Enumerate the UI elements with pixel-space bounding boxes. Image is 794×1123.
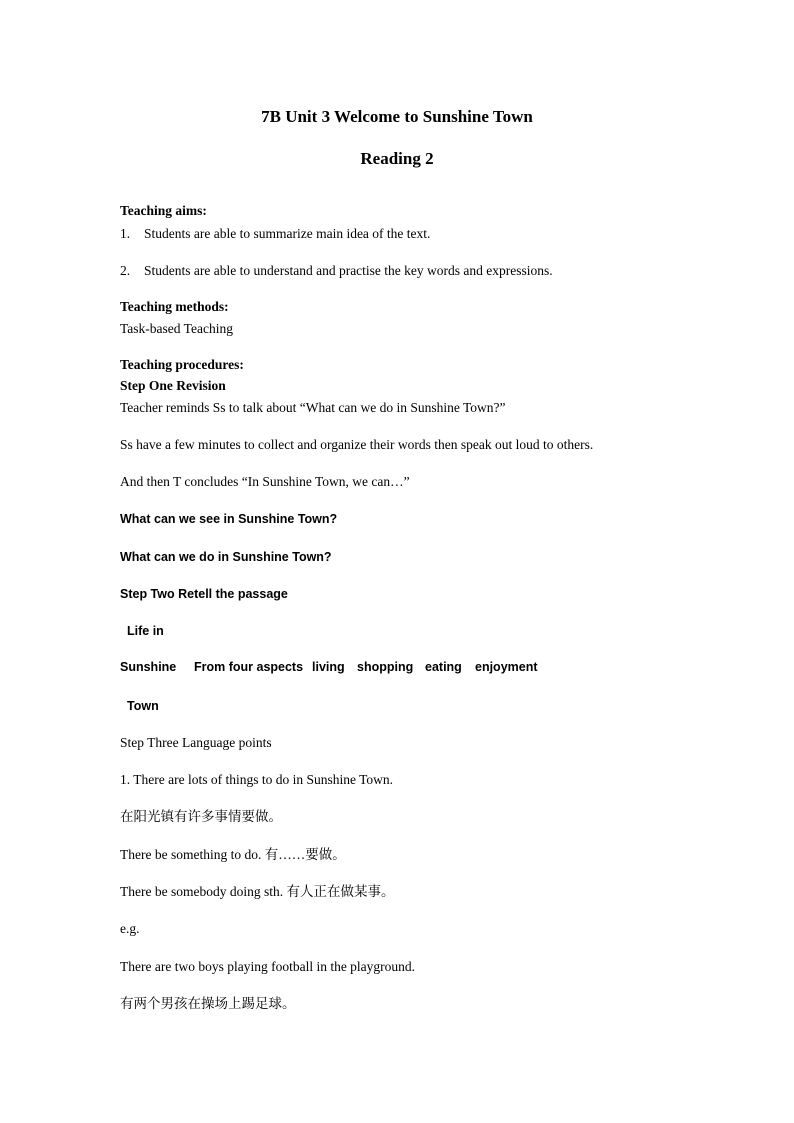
aim-item-2 (120, 263, 553, 279)
step3-line-7: 有两个男孩在操场上踢足球。 (120, 996, 296, 1012)
step3-line-3: There be something to do. 有……要做。 (120, 847, 346, 862)
aim-text: Students are able to summarize main idea of the text. (144, 226, 431, 241)
diagram-top-label: Life in (127, 624, 164, 638)
aims-heading: Teaching aims: (120, 203, 207, 218)
step1-line-1: Teacher reminds Ss to talk about “What can we do in Sunshine Town?” (120, 400, 506, 415)
document-subtitle: Reading 2 (360, 149, 434, 168)
step3-line-5: e.g. (120, 921, 140, 936)
step2-heading: Step Two Retell the passage (120, 587, 288, 601)
aspect-enjoyment: enjoyment (475, 660, 538, 674)
step3-line-6: There are two boys playing football in the playground. (120, 959, 416, 974)
aspect-shopping: shopping (357, 660, 414, 674)
aim-item-1 (120, 226, 430, 242)
aspect-eating: eating (425, 660, 462, 674)
diagram-middle-label: Sunshine (120, 660, 177, 674)
step3-line-2: 在阳光镇有许多事情要做。 (120, 809, 282, 825)
procedures-heading: Teaching procedures: (120, 357, 244, 372)
methods-text: Task-based Teaching (120, 321, 233, 336)
question-2: What can we do in Sunshine Town? (120, 550, 332, 564)
aim-number: 2. (120, 263, 131, 278)
aspect-living: living (312, 660, 345, 674)
step1-line-2: Ss have a few minutes to collect and organize their words then speak out loud to others. (120, 437, 594, 452)
question-1: What can we see in Sunshine Town? (120, 512, 338, 526)
step1-line-3: And then T concludes “In Sunshine Town, we can…” (120, 474, 410, 489)
aim-number: 1. (120, 226, 131, 241)
step1-heading: Step One Revision (120, 378, 226, 393)
step3-line-1: 1. There are lots of things to do in Sunshine Town. (120, 772, 394, 787)
document-title: 7B Unit 3 Welcome to Sunshine Town (261, 107, 533, 126)
diagram-bottom-label: Town (127, 699, 159, 713)
diagram-from-label: From four aspects (194, 660, 304, 674)
aim-text: Students are able to understand and practise the key words and expressions. (144, 263, 553, 278)
step3-line-4: There be somebody doing sth. 有人正在做某事。 (120, 884, 395, 899)
methods-heading: Teaching methods: (120, 299, 229, 314)
step3-heading: Step Three Language points (120, 735, 272, 750)
